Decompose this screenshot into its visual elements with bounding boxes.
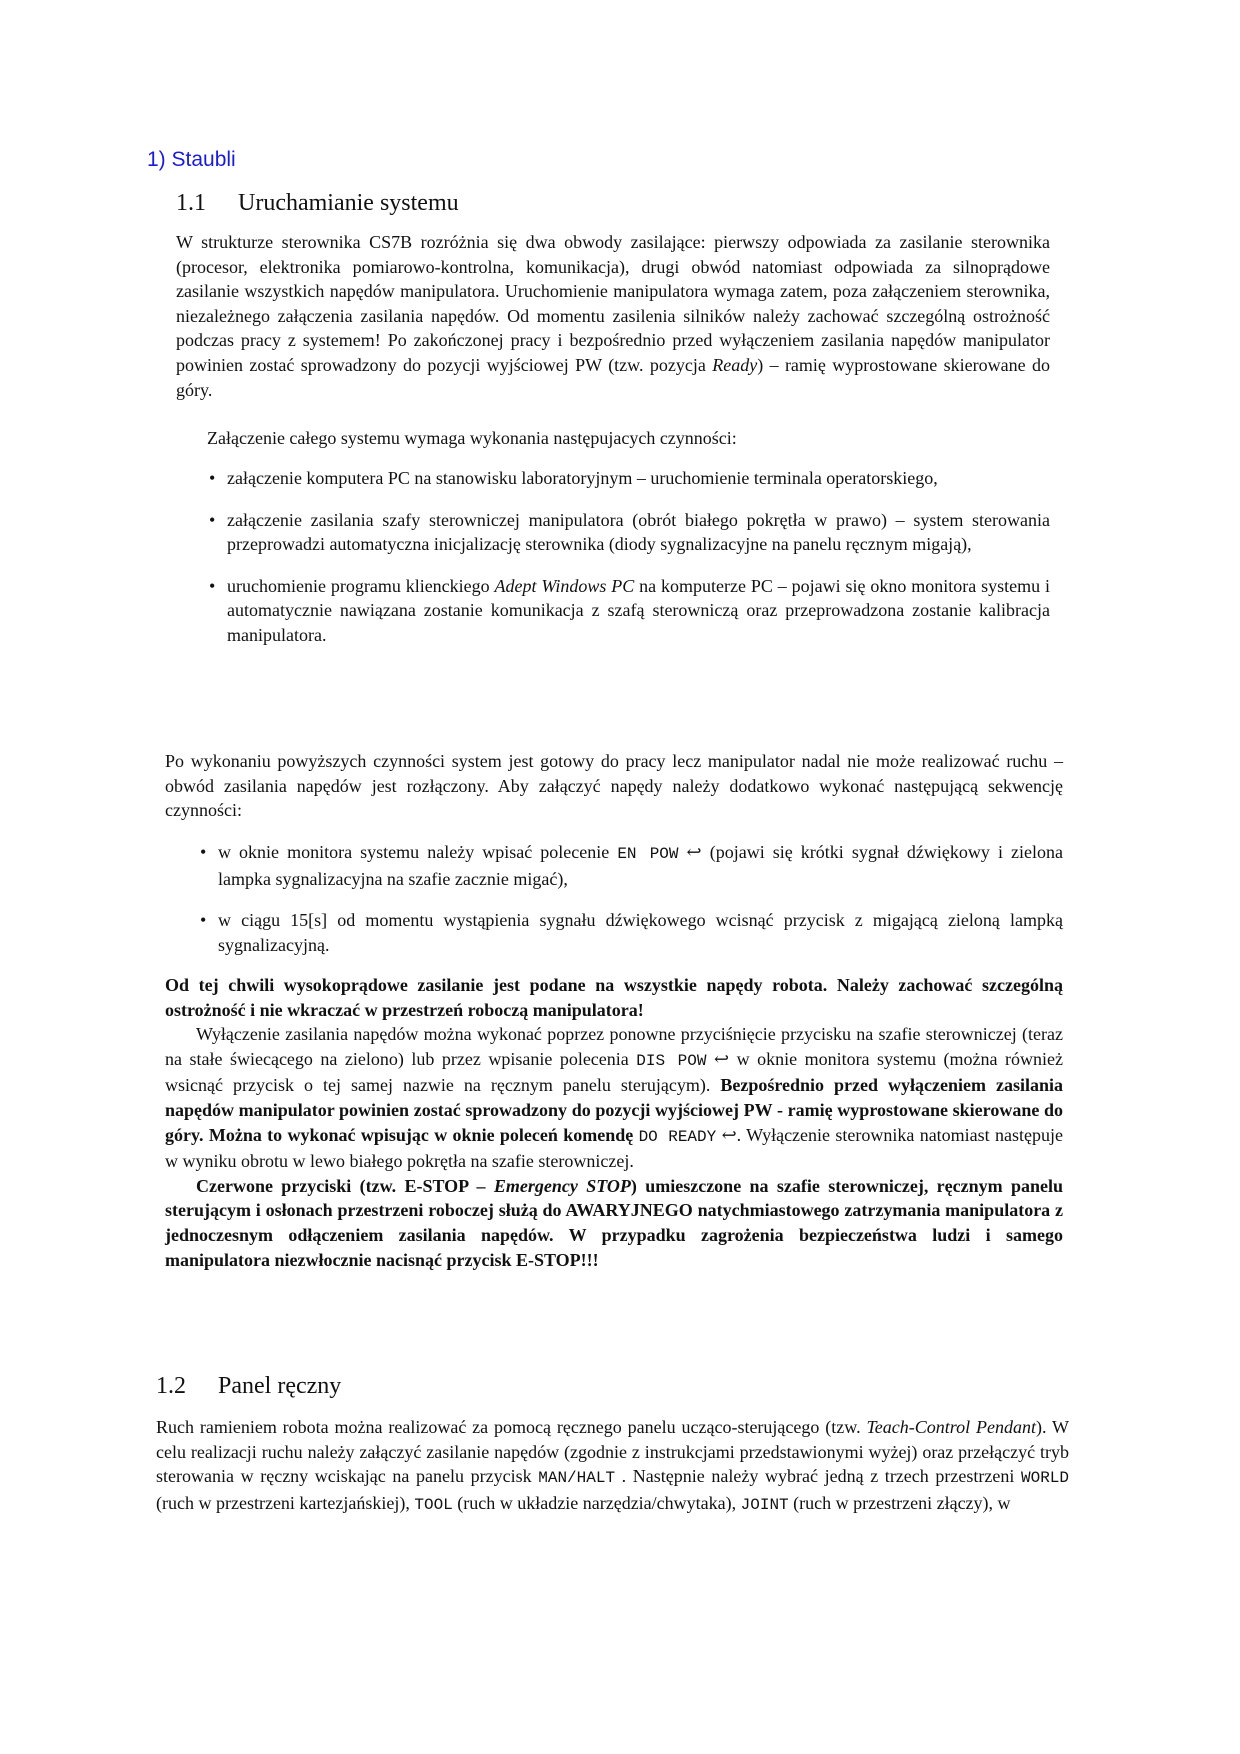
section-heading-1-1	[176, 190, 459, 217]
paragraph-pendant	[156, 1415, 1069, 1517]
text-run: Po wykonaniu powyższych czynności system jest gotowy do pracy lecz manipulator nadal nie może realizować ruchu – obwód zasilania napędów jest rozłączony. Aby załączyć napędy należy dodatkowo wykonać następującą sekwencję czynności:	[165, 751, 1063, 821]
list-item	[200, 908, 1063, 957]
text-run: Od tej chwili wysokoprądowe zasilanie jest podane na wszystkie napędy robota. Należy zachować szczególną ostrożność i nie wkraczać w przestrzeń roboczą manipulatora!	[165, 975, 1063, 1020]
text-run: Ruch ramieniem robota można realizować za pomocą ręcznego panelu ucząco-sterującego (tzw.	[156, 1417, 867, 1437]
text-run: (ruch w przestrzeni złączy), w	[788, 1492, 1011, 1513]
section-number: 1.2	[156, 1373, 186, 1399]
bullet-icon: •	[209, 509, 216, 530]
chapter-heading: 1) Staubli	[147, 148, 236, 171]
text-run: ). W celu realizacji ruchu należy załączyć zasilanie napędów (zgodnie z instrukcjami przedstawionymi wyżej) oraz przełączyć tryb sterowania w ręczny wciskając na panelu przycisk	[156, 1417, 1069, 1487]
command-code: JOINT	[740, 1495, 789, 1514]
text-run: ↩. Wyłączenie sterownika natomiast następuje w wyniku obrotu w lewo białego pokrętła na szafie sterowniczej.	[165, 1124, 1063, 1172]
text-run: załączenie zasilania szafy sterowniczej manipulatora (obrót białego pokrętła w prawo) – system sterowania przeprowadzi automatyczna inicjalizację sterownika (diody sygnalizacyjne na panelu ręcznym migają),	[227, 509, 1050, 555]
list-item-text	[218, 910, 1063, 955]
text-run: ) umieszczone na szafie sterowniczej, ręcznym panelu sterującym i osłonach przestrzeni roboczej służą do AWARYJNEGO natychmiastowego zatrzymania manipulatora z jednoczesnym odłączeniem zasilania napędów. W przypadku zagrożenia bezpieczeństwa ludzi i samego manipulatora niezwłocznie nacisnąć przycisk E-STOP!!!	[165, 1175, 1064, 1270]
section-title: Uruchamianie systemu	[238, 190, 459, 216]
list-item-text	[227, 510, 1050, 555]
text-run: Czerwone przyciski (tzw. E-STOP –	[196, 1175, 494, 1196]
text-run: Emergency STOP	[493, 1175, 631, 1196]
text-run: Bezpośrednio przed wyłączeniem zasilania napędów manipulator powinien zostać sprowadzony do pozycji wyjściowej PW - ramię wyprostowane skierowane do góry. Można to wykonać wpisując w oknie poleceń komendę	[165, 1075, 1063, 1145]
paragraph-after-startup	[165, 749, 1063, 823]
text-run: (ruch w układzie narzędzia/chwytaka),	[452, 1492, 741, 1513]
text-run: W strukturze sterownika CS7B rozróżnia się dwa obwody zasilające: pierwszy odpowiada za zasilanie sterownika (procesor, elektronika pomiarowo-kontrolna, komunikacja), drugi obwód natomiast odpowiada za silnoprądowe zasilanie wszystkich napędów manipulatora. Uruchomienie manipulatora wymaga zatem, poza załączeniem sterownika, niezależnego załączenia zasilania napędów. Od momentu zasilenia silników należy zachować szczególną ostrożność podczas pracy z systemem! Po zakończonej pracy i bezpośrednio przed wyłączeniem zasilania napędów manipulator powinien zostać sprowadzony do pozycji wyjściowej PW (tzw. pozycja	[176, 232, 1050, 375]
bullet-icon: •	[200, 910, 207, 931]
paragraph-estop	[165, 1174, 1063, 1272]
section-number: 1.1	[176, 190, 206, 216]
command-code: EN POW	[617, 845, 679, 863]
text-run: Załączenie całego systemu wymaga wykonania następujacych czynności:	[207, 428, 737, 448]
text-run: . Następnie należy wybrać jedną z trzech przestrzeni	[615, 1466, 1021, 1487]
command-code: MAN/HALT	[538, 1469, 616, 1488]
paragraph-intro	[176, 230, 1050, 402]
text-run: Ready	[712, 354, 758, 375]
text-run: Teach-Control Pendant	[866, 1417, 1036, 1437]
text-run: (ruch w przestrzeni kartezjańskiej),	[156, 1492, 415, 1513]
command-code: DO READY	[638, 1127, 717, 1146]
list-item	[209, 466, 1050, 491]
section-heading-1-2	[156, 1373, 341, 1400]
bullet-icon: •	[200, 842, 207, 862]
text-run: uruchomienie programu klienckiego	[227, 575, 495, 596]
bullet-icon: •	[209, 575, 216, 596]
paragraph-steps-intro	[176, 426, 1050, 451]
list-item	[209, 508, 1050, 557]
command-code: WORLD	[1020, 1469, 1069, 1488]
paragraph-warning	[165, 973, 1063, 1272]
warning-text	[165, 973, 1063, 1022]
section-title: Panel ręczny	[218, 1373, 342, 1399]
text-run: ↩ (pojawi się krótki sygnał dźwiękowy i zielona lampka sygnalizacyjna na szafie zacznie migać),	[218, 842, 1063, 889]
text-run: Adept Windows PC	[494, 575, 635, 596]
bullet-icon: •	[209, 468, 216, 488]
list-item	[209, 574, 1050, 648]
text-run: ↩ w oknie monitora systemu (można również wsicnąć przycisk o tej samej nazwie na ręcznym panelu sterującym).	[165, 1048, 1063, 1096]
text-run: w oknie monitora systemu należy wpisać polecenie	[218, 842, 618, 862]
power-steps-list	[200, 840, 1063, 957]
list-item	[200, 840, 1063, 891]
list-item-text	[218, 842, 1063, 889]
text-run: ) – ramię wyprostowane skierowane do góry.	[176, 354, 1050, 400]
text-run: na komputerze PC – pojawi się okno monitora systemu i automatycznie nawiązana zostanie komunikacja z szafą sterowniczą oraz przeprowadzona zostanie kalibracja manipulatora.	[227, 575, 1050, 645]
command-code: DIS POW	[636, 1051, 707, 1070]
text-run: załączenie komputera PC na stanowisku laboratoryjnym – uruchomienie terminala operatorskiego,	[227, 468, 938, 488]
list-item-text	[227, 576, 1050, 645]
text-run: w ciągu 15[s] od momentu wystąpienia sygnału dźwiękowego wcisnąć przycisk z migającą zieloną lampką sygnalizacyjną.	[218, 910, 1063, 955]
paragraph-power-off	[165, 1022, 1063, 1174]
text-run: Wyłączenie zasilania napędów można wykonać poprzez ponowne przyciśnięcie przycisku na szafie sterowniczej (teraz na stałe świecącego na zielono) lub przez wpisanie polecenia	[165, 1024, 1063, 1069]
command-code: TOOL	[414, 1495, 453, 1514]
list-item-text	[227, 468, 938, 488]
startup-steps-list	[209, 466, 1050, 648]
